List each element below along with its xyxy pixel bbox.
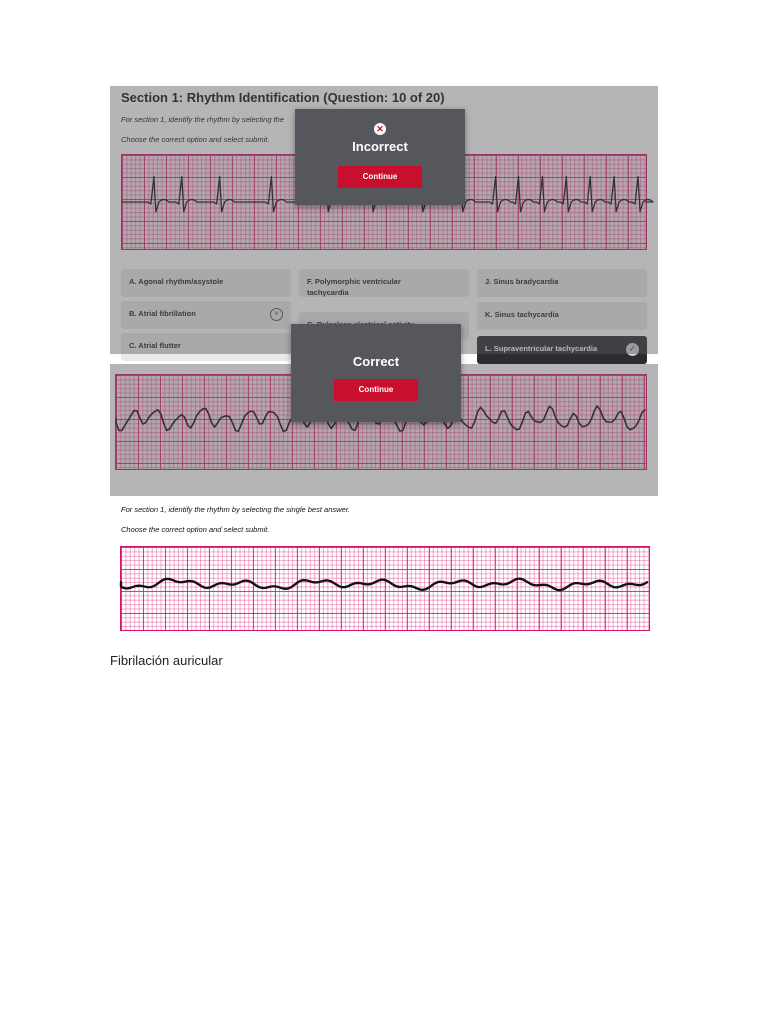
option-label: J. Sinus bradycardia [485, 277, 559, 286]
continue-button[interactable]: Continue [338, 166, 422, 188]
close-circle-icon: ✕ [374, 123, 386, 135]
instruction-text: For section 1, identify the rhythm by selecting the [121, 115, 284, 124]
modal-title: Correct [352, 354, 400, 369]
screenshot-question [110, 500, 658, 635]
modal-title: Incorrect [352, 139, 408, 154]
instruction-text: Choose the correct option and select submit. [121, 135, 270, 144]
option-label: L. Supraventricular tachycardia [485, 344, 598, 353]
wrong-answer-icon: × [270, 308, 283, 321]
screenshot-correct [110, 354, 658, 496]
ecg-strip [120, 546, 650, 631]
option-label: A. Agonal rhythm/asystole [129, 277, 224, 286]
continue-button[interactable]: Continue [334, 379, 418, 401]
screenshot-incorrect [110, 86, 658, 354]
option-label: K. Sinus tachycardia [485, 310, 559, 319]
instruction-text: For section 1, identify the rhythm by selecting the single best answer. [121, 505, 351, 514]
result-modal-correct [291, 324, 461, 422]
option-label: C. Atrial flutter [129, 341, 181, 350]
option-label: F. Polymorphic ventricular tachycardia [307, 277, 401, 297]
instruction-text: Choose the correct option and select submit. [121, 525, 270, 534]
result-modal-incorrect [295, 109, 465, 205]
ecg-trace [121, 547, 649, 630]
section-title: Section 1: Rhythm Identification (Question: 10 of 20) [121, 90, 445, 105]
answer-caption: Fibrilación auricular [110, 653, 223, 668]
check-icon: ✓ [626, 343, 639, 356]
option-label: B. Atrial fibrillation [129, 309, 196, 318]
